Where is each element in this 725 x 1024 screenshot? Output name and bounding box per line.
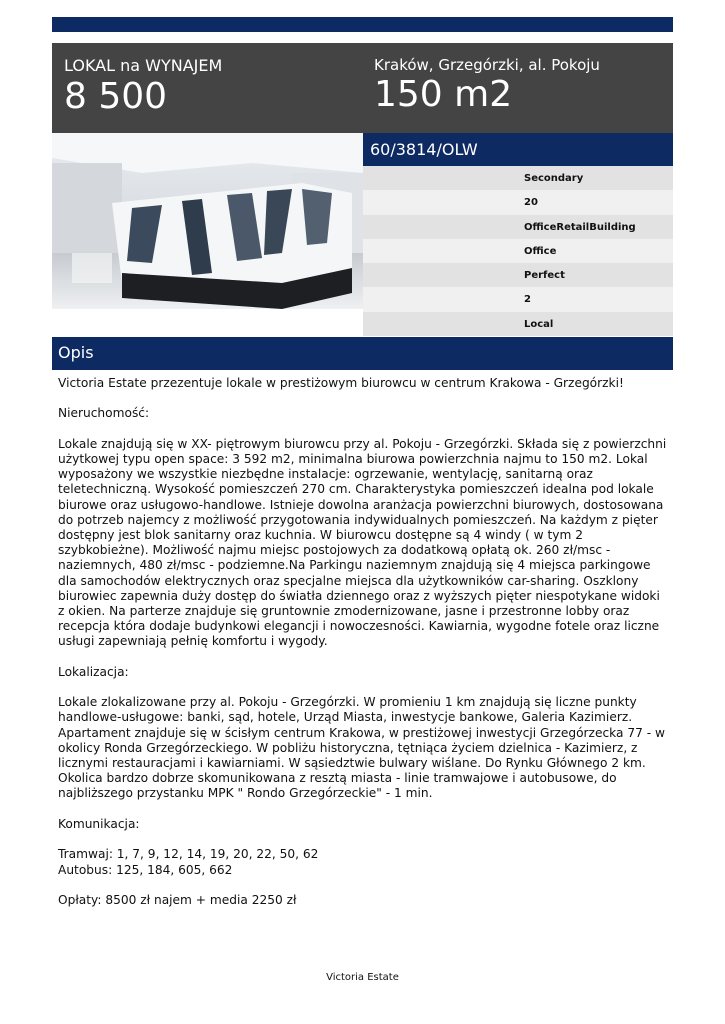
- listing-type: LOKAL na WYNAJEM: [64, 56, 223, 75]
- reference-number: 60/3814/OLW: [370, 140, 478, 159]
- description-paragraph: Opłaty: 8500 zł najem + media 2250 zł: [58, 892, 297, 907]
- listing-area: 150 m2: [374, 74, 513, 115]
- description-paragraph: Tramwaj: 1, 7, 9, 12, 14, 19, 20, 22, 50, 62 Autobus: 125, 184, 605, 662: [58, 847, 319, 877]
- parameters-table: [363, 166, 673, 336]
- param-value: 2: [524, 294, 531, 306]
- description-paragraph: Lokale znajdują się w XX- piętrowym biurowcu przy al. Pokoju - Grzegórzki. Składa się z powierzchni użytkowej typu open space: 3 592 m2, minimalna biurowa powierzchnia najmu to 150 m2. Lokal wyposażony we wszystkie niezbędne instalacje: ogrzewanie, wentylację, sanitarną oraz teletechniczną. Wysokość pomieszczeń 270 cm. Charakterystyka pomieszczeń idealna pod lokale biurowe oraz usługowo-handlowe. Istnieje dowolna aranżacja powierzchni biurowych, dostosowana do potrzeb najemcy z możliwość przygotowania indywidualnych pomieszczeń. Na każdym z pięter dostępny jest blok sanitarny oraz kuchnia. W biurowcu dostępne są 4 windy ( w tym 2 szybkobieżne). Możliwość najmu miejsc postojowych za dodatkową opłatą ok. 260 zł/msc - naziemnych, 480 zł/msc - podziemne.Na Parkingu naziemnym znajdują się 4 miejsca parkingowe dla samochodów elektrycznych oraz specjalne miejsca dla użytkowników car-sharing. Oszklony biurowiec zapewnia duży dostęp do światła dziennego oraz z wyższych pięter niespotykane widoki z okien. Na parterze znajduje się gruntownie zmodernizowane, jasne i przestronne lobby oraz recepcja która dodaje budynkowi elegancji i nowoczesności. Kawiarnia, wygodne fotele oraz liczne usługi zapewniają pełnię komfortu i wygody.: [58, 436, 667, 649]
- param-value: Office: [524, 245, 557, 257]
- description-body: [58, 376, 670, 908]
- listing-header: [52, 43, 673, 133]
- param-row: [363, 263, 673, 287]
- description-heading: Komunikacja:: [58, 816, 140, 831]
- footer-company: Victoria Estate: [326, 972, 399, 983]
- listing-location: Kraków, Grzegórzki, al. Pokoju: [374, 56, 600, 74]
- description-paragraph: Lokale zlokalizowane przy al. Pokoju - Grzegórzki. W promieniu 1 km znajdują się liczne punkty handlowe-usługowe: banki, sąd, hotele, Urząd Miasta, inwestycje bankowe, Galeria Kazimierz. Apartament znajduje się w ścisłym centrum Krakowa, w prestiżowej inwestycji Grzegórzecka 77 - w okolicy Ronda Grzegórzeckiego. W pobliżu historyczna, tętniąca życiem dzielnica - Kazimierz, z licznymi restauracjami i kawiarniami. W sąsiedztwie bulwary wiślane. Do Rynku Głównego 2 km. Okolica bardzo dobrze skomunikowana z resztą miasta - linie tramwajowe i autobusowe, do najbliższego przystanku MPK " Rondo Grzegórzeckie" - 1 min.: [58, 695, 665, 801]
- param-row: [363, 190, 673, 214]
- param-row: [363, 215, 673, 239]
- description-heading: Nieruchomość:: [58, 406, 150, 421]
- param-row: [363, 166, 673, 190]
- top-accent-bar: [52, 17, 673, 32]
- property-photo: [52, 133, 363, 309]
- section-title: Opis: [58, 343, 94, 362]
- param-row: [363, 287, 673, 311]
- param-row: [363, 312, 673, 336]
- param-row: [363, 239, 673, 263]
- description-paragraph: Victoria Estate przezentuje lokale w prestiżowym biurowcu w centrum Krakowa - Grzegórzki!: [58, 376, 624, 390]
- param-value: OfficeRetailBuilding: [524, 221, 636, 233]
- description-section-header: [52, 337, 673, 370]
- param-value: Local: [524, 318, 554, 330]
- param-value: 20: [524, 197, 538, 209]
- description-heading: Lokalizacja:: [58, 664, 129, 679]
- param-value: Secondary: [524, 173, 584, 184]
- param-value: Perfect: [524, 270, 565, 282]
- listing-price: 8 500: [64, 76, 168, 117]
- reference-number-bar: [363, 133, 673, 166]
